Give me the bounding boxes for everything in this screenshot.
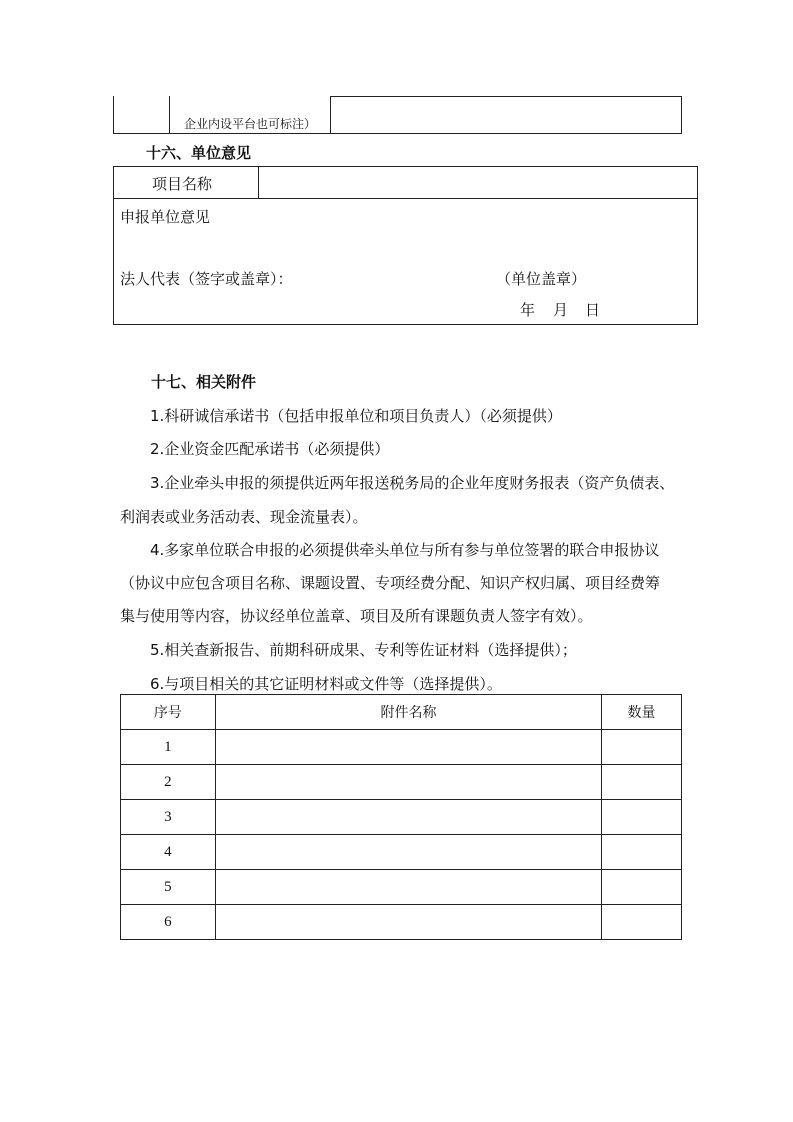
row-index: 4 xyxy=(121,835,216,870)
table-border xyxy=(113,96,114,134)
column-header-quantity: 数量 xyxy=(602,695,682,730)
table-border xyxy=(113,166,698,167)
attachment-item: 1.科研诚信承诺书（包括申报单位和项目负责人）（必须提供） xyxy=(150,407,562,425)
date-day: 日 xyxy=(585,301,601,319)
table-row xyxy=(121,870,682,905)
top-table-note: 企业内设平台也可标注） xyxy=(184,117,317,131)
column-header-index: 序号 xyxy=(121,695,216,730)
quantity-cell[interactable] xyxy=(602,835,682,870)
table-border xyxy=(113,324,698,325)
attachment-item-continued: （协议中应包含项目名称、课题设置、专项经费分配、知识产权归属、项目经费筹 xyxy=(120,574,661,592)
table-border xyxy=(330,96,682,97)
date-month: 月 xyxy=(553,301,569,319)
quantity-cell[interactable] xyxy=(602,765,682,800)
legal-rep-label: 法人代表（签字或盖章）： xyxy=(120,270,293,288)
table-header-row xyxy=(121,695,682,730)
row-index: 2 xyxy=(121,765,216,800)
row-index: 5 xyxy=(121,870,216,905)
column-header-attachment-name: 附件名称 xyxy=(215,695,601,730)
attachment-name-cell[interactable] xyxy=(215,730,601,765)
table-row xyxy=(121,800,682,835)
attachment-name-cell[interactable] xyxy=(215,765,601,800)
quantity-cell[interactable] xyxy=(602,800,682,835)
quantity-cell[interactable] xyxy=(602,730,682,765)
row-index: 6 xyxy=(121,905,216,940)
attachment-name-cell[interactable] xyxy=(215,870,601,905)
attachment-item: 5.相关查新报告、前期科研成果、专利等佐证材料（选择提供）； xyxy=(150,641,577,659)
attachment-item-continued: 集与使用等内容，协议经单位盖章、项目及所有课题负责人签字有效）。 xyxy=(120,607,593,625)
table-border xyxy=(697,166,698,325)
attachment-item: 3.企业牵头申报的须提供近两年报送税务局的企业年度财务报表（资产负债表、 xyxy=(150,474,675,492)
table-border xyxy=(258,166,259,199)
row-index: 1 xyxy=(121,730,216,765)
date-year: 年 xyxy=(520,301,536,319)
attachment-name-cell[interactable] xyxy=(215,835,601,870)
project-name-field[interactable] xyxy=(260,168,696,197)
attachments-table xyxy=(120,694,682,940)
section-17-heading: 十七、相关附件 xyxy=(151,373,257,391)
attachment-item: 6.与项目相关的其它证明材料或文件等（选择提供）。 xyxy=(150,675,502,693)
table-border xyxy=(681,96,682,134)
table-border xyxy=(113,133,682,134)
table-border xyxy=(169,96,170,134)
seal-label: （单位盖章） xyxy=(496,270,587,288)
section-16-heading: 十六、单位意见 xyxy=(146,144,252,162)
table-row xyxy=(121,730,682,765)
table-row xyxy=(121,905,682,940)
attachment-name-cell[interactable] xyxy=(215,800,601,835)
attachment-name-cell[interactable] xyxy=(215,905,601,940)
attachment-item-continued: 利润表或业务活动表、现金流量表）。 xyxy=(120,508,368,526)
attachment-item: 2.企业资金匹配承诺书（必须提供） xyxy=(150,440,390,458)
project-name-label: 项目名称 xyxy=(152,175,213,193)
row-index: 3 xyxy=(121,800,216,835)
attachment-item: 4.多家单位联合申报的必须提供牵头单位与所有参与单位签署的联合申报协议 xyxy=(150,541,660,559)
table-border xyxy=(113,198,698,199)
table-row xyxy=(121,835,682,870)
table-border xyxy=(113,166,114,325)
quantity-cell[interactable] xyxy=(602,870,682,905)
table-border xyxy=(330,96,331,134)
opinion-label: 申报单位意见 xyxy=(120,208,211,226)
quantity-cell[interactable] xyxy=(602,905,682,940)
table-row xyxy=(121,765,682,800)
